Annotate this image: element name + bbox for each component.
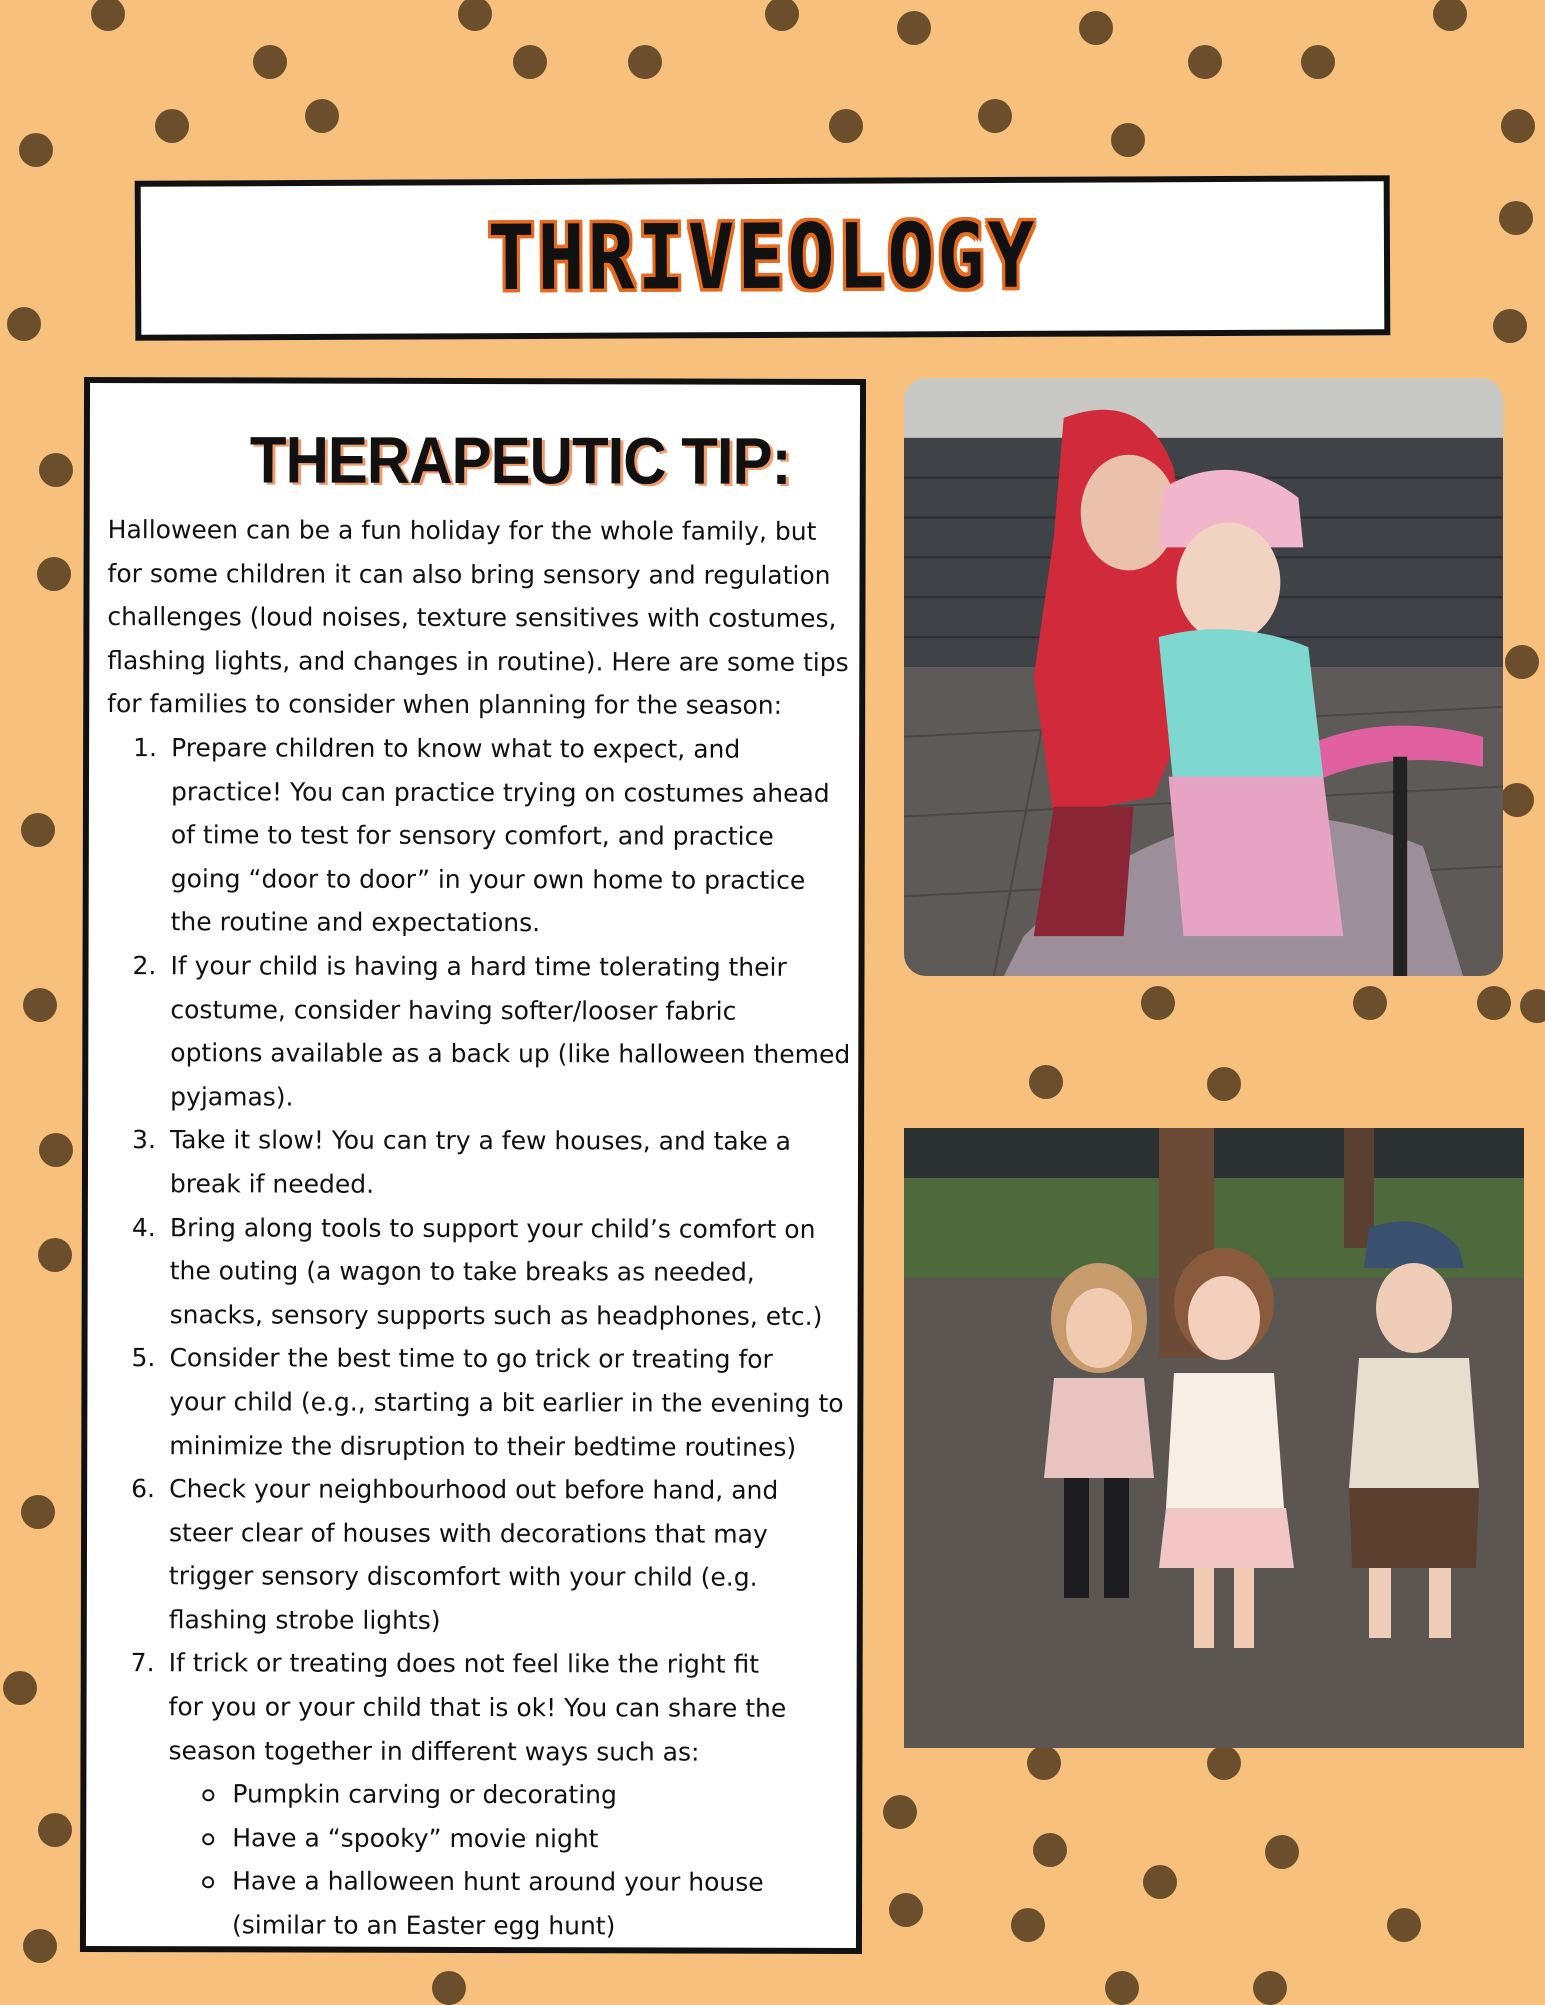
intro-line: challenges (loud noises, texture sensitives with costumes, [107,602,837,634]
polka-dot [765,0,799,31]
tip-line: of time to test for sensory comfort, and practice [170,820,774,851]
polka-dot [1207,1746,1241,1780]
polka-dot [3,1671,37,1705]
tip-line: options available as a back up (like halloween themed [170,1038,851,1070]
polka-dot [19,133,53,167]
polka-dot [1501,109,1535,143]
tip-line: snacks, sensory supports such as headphones, etc.) [169,1299,823,1331]
tip-line: your child (e.g., starting a bit earlier in the evening to [169,1387,844,1418]
polka-dot [37,557,71,591]
tip-item [133,726,857,946]
intro-line: for families to consider when planning for the season: [107,689,783,721]
polka-dot [1353,986,1387,1020]
tips-list [130,726,856,1948]
polka-dot [1265,1835,1299,1869]
tip-line: costume, consider having softer/looser fabric [170,994,737,1026]
tip-line: season together in different ways such as: [168,1735,700,1767]
tip-number: 6. [131,1474,156,1504]
polka-dot [23,1929,57,1963]
tip-number: 4. [131,1212,156,1242]
intro-line: for some children it can also bring sensory and regulation [107,558,831,590]
tip-line: minimize the disruption to their bedtime routines) [169,1430,797,1462]
photo-children-on-rocker [904,378,1503,976]
tip-line: going “door to door” in your own home to practice [170,863,806,895]
polka-dot [513,45,547,79]
activity-item [168,1860,853,1949]
polka-dot [38,1813,72,1847]
polka-dot [1477,986,1511,1020]
tip-line: flashing strobe lights) [168,1605,441,1635]
tip-line: practice! You can practice trying on costumes ahead [170,776,830,808]
activity-item [168,1816,853,1861]
tip-line: Prepare children to know what to expect, and [171,733,741,764]
polka-dot [39,1133,73,1167]
polka-dot [1029,1065,1063,1099]
intro-line: Halloween can be a fun holiday for the whole family, but [107,515,817,546]
tip-number: 3. [132,1125,156,1155]
polka-dot [23,988,57,1022]
tip-intro [107,508,853,728]
activity-sublist [168,1772,853,1948]
polka-dot [7,307,41,341]
tip-number: 5. [131,1343,156,1373]
polka-dot [253,45,287,79]
tip-item [132,944,855,1120]
polka-dot [155,109,189,143]
polka-dot [1505,645,1539,679]
polka-dot [1033,1833,1067,1867]
tip-item [130,1642,854,1949]
polka-dot [1111,123,1145,157]
polka-dot [38,1238,72,1272]
polka-dot [458,0,492,31]
polka-dot [1387,1908,1421,1942]
polka-dot [1079,11,1113,45]
tip-number: 2. [132,951,157,981]
tip-line: pyjamas). [170,1081,294,1112]
photo-illustration [904,1128,1524,1748]
tip-item [131,1336,854,1469]
tip-item [131,1206,855,1339]
polka-dot [1520,989,1545,1023]
newsletter-title: THRIVEOLOGY [487,205,1038,311]
polka-dot [978,99,1012,133]
polka-dot [39,453,73,487]
polka-dot [1301,45,1335,79]
tip-number: 7. [130,1648,155,1678]
tip-line: Check your neighbourhood out before hand, and [169,1474,779,1505]
tip-item [132,1118,855,1207]
tip-line: If your child is having a hard time tolerating their [170,951,787,982]
tip-line: Consider the best time to go trick or treating for [169,1343,773,1375]
activity-item [168,1772,853,1817]
polka-dot [305,99,339,133]
tip-line: trigger sensory discomfort with your child (e.g. [168,1561,758,1593]
polka-dot [91,0,125,31]
polka-dot [1027,1746,1061,1780]
polka-dot [1141,986,1175,1020]
polka-dot [1493,309,1527,343]
tip-line: Take it slow! You can try a few houses, and take a [170,1125,792,1157]
activity-line: Have a “spooky” movie night [232,1823,599,1854]
polka-dot [1188,45,1222,79]
activity-line: Pumpkin carving or decorating [232,1779,617,1810]
polka-dot [628,45,662,79]
tip-heading: THERAPEUTIC TIP: [249,423,791,499]
polka-dot [21,1495,55,1529]
polka-dot [1143,1865,1177,1899]
polka-dot [21,813,55,847]
activity-line: Have a halloween hunt around your house [232,1866,764,1898]
polka-dot [1433,0,1467,31]
tip-line: the outing (a wagon to take breaks as needed, [169,1256,755,1287]
activity-line: (similar to an Easter egg hunt) [231,1910,616,1941]
tip-line: steer clear of houses with decorations that may [169,1517,768,1549]
intro-line: flashing lights, and changes in routine). Here are some tips [107,645,849,677]
polka-dot [1500,783,1534,817]
polka-dot [897,11,931,45]
therapeutic-tip-card [80,377,866,1954]
polka-dot [1207,1067,1241,1101]
tip-line: If trick or treating does not feel like the right fit [168,1648,760,1680]
tip-line: Bring along tools to support your child’s comfort on [169,1212,816,1244]
tip-line: the routine and expectations. [170,907,541,938]
tip-line: for you or your child that is ok! You can share the [168,1692,787,1723]
tip-item [131,1467,854,1643]
photo-illustration [904,378,1503,976]
polka-dot [883,1795,917,1829]
polka-dot [889,1893,923,1927]
photo-three-children [904,1128,1524,1748]
polka-dot [1011,1908,1045,1942]
tip-line: break if needed. [169,1169,375,1199]
polka-dot [829,109,863,143]
tip-number: 1. [133,733,157,763]
title-banner [135,175,1391,340]
polka-dot [1499,201,1533,235]
